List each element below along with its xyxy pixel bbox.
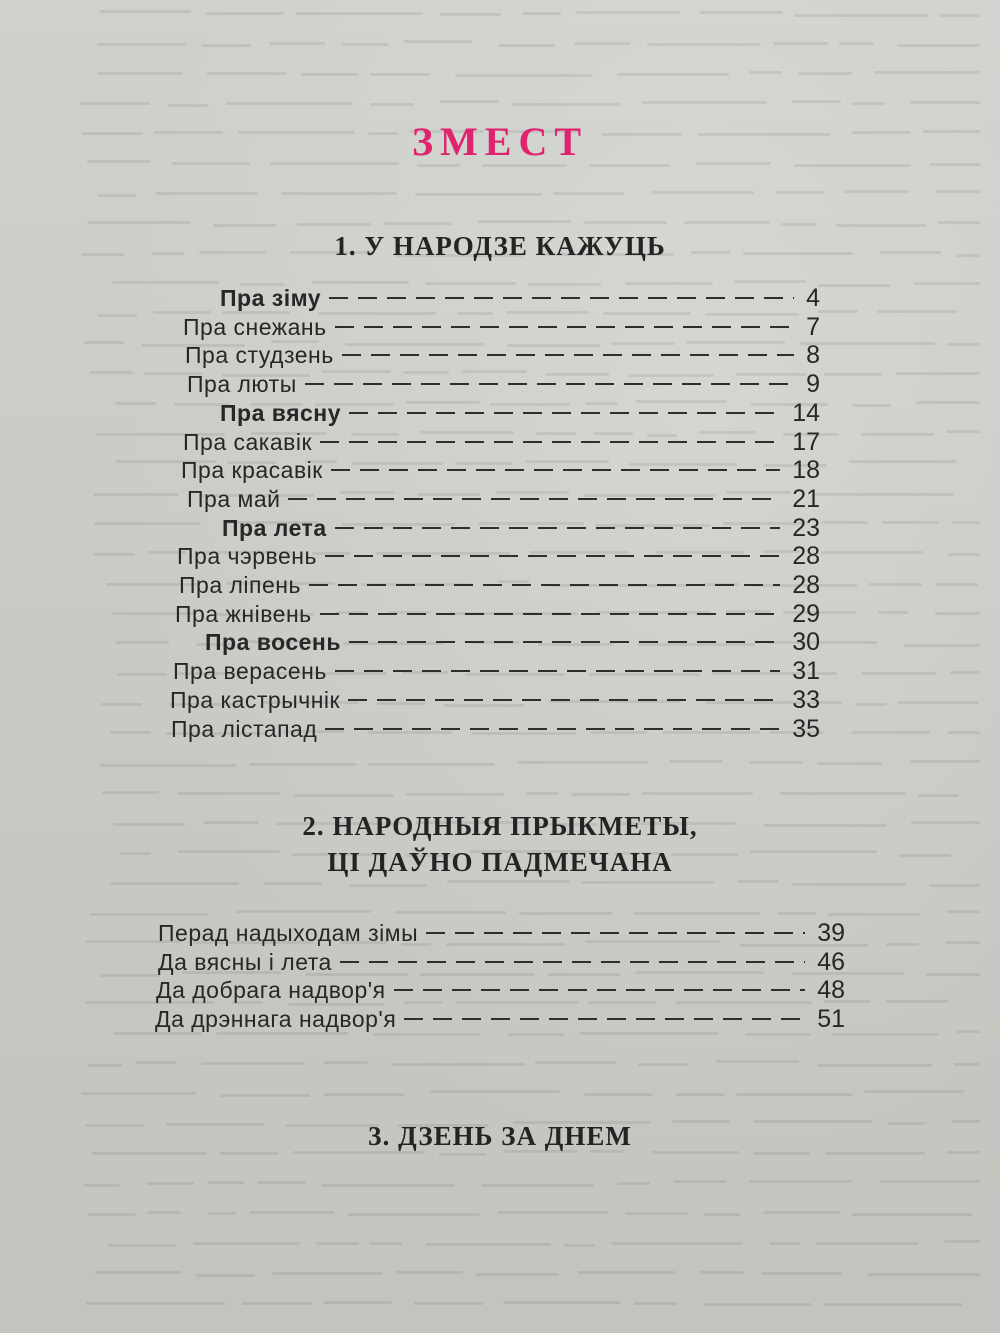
toc-leader-dashes <box>349 412 780 414</box>
section-1-heading-line: 1. У НАРОДЗЕ КАЖУЦЬ <box>334 231 666 261</box>
toc-leader-dashes <box>426 932 805 934</box>
bleed-through-line <box>392 1063 525 1066</box>
bleed-through-line <box>634 1302 677 1305</box>
bleed-through-line <box>341 43 388 46</box>
toc-leader-dashes <box>329 297 794 299</box>
toc-title: ЗМЕСТ <box>411 119 589 164</box>
toc-entry-page-number: 31 <box>792 657 820 686</box>
bleed-through-line <box>798 72 852 75</box>
bleed-through-line <box>414 1302 483 1305</box>
bleed-through-line <box>781 223 818 226</box>
bleed-through-line <box>147 1182 194 1185</box>
bleed-through-line <box>749 71 782 74</box>
bleed-through-line <box>738 880 779 883</box>
toc-entry-page-number: 39 <box>817 919 845 947</box>
toc-leader-dashes <box>331 469 780 471</box>
bleed-through-line <box>816 1242 918 1245</box>
toc-entry-label: Перад надыходам зімы <box>158 920 419 946</box>
toc-entry-page-number: 35 <box>792 714 820 743</box>
bleed-through-line <box>704 1303 811 1306</box>
toc-entry-page-number: 28 <box>792 542 820 571</box>
bleed-through-line <box>396 1271 462 1274</box>
bleed-through-line <box>93 493 179 496</box>
bleed-through-line <box>885 1000 949 1003</box>
bleed-through-line <box>384 222 452 225</box>
bleed-through-line <box>844 190 909 193</box>
bleed-through-line <box>940 14 980 17</box>
bleed-through-line <box>316 1242 359 1245</box>
bleed-through-line <box>369 1242 402 1245</box>
bleed-through-line <box>929 884 980 887</box>
bleed-through-line <box>669 760 724 763</box>
bleed-through-line <box>207 1212 237 1215</box>
bleed-through-line <box>817 1064 932 1067</box>
bleed-through-line <box>526 792 559 795</box>
bleed-through-line <box>877 310 957 313</box>
bleed-through-line <box>207 72 287 75</box>
toc-leader-dashes <box>394 989 806 991</box>
toc-entry-page-number: 14 <box>792 398 820 427</box>
bleed-through-line <box>395 911 507 914</box>
bleed-through-line <box>499 44 555 47</box>
section-3-heading <box>0 1118 1000 1154</box>
bleed-through-line <box>584 221 667 224</box>
toc-entry-page-number: 28 <box>792 571 820 599</box>
bleed-through-line <box>914 282 980 285</box>
bleed-through-line <box>638 1063 689 1066</box>
bleed-through-line <box>674 1180 725 1183</box>
bleed-through-line <box>904 644 980 647</box>
section-2-heading-line-1: 2. НАРОДНЫЯ ПРЫКМЕТЫ, <box>302 811 698 841</box>
bleed-through-line <box>947 343 980 346</box>
bleed-through-line <box>415 193 542 196</box>
bleed-through-line <box>824 373 882 376</box>
toc-entry <box>220 283 820 313</box>
toc-entry <box>185 340 820 370</box>
bleed-through-line <box>700 11 784 14</box>
toc-entry-page-number: 33 <box>792 685 820 714</box>
toc-entry-label: Пра студзень <box>185 342 334 369</box>
bleed-through-line <box>856 703 888 706</box>
bleed-through-line <box>574 42 630 45</box>
bleed-through-line <box>107 1244 177 1247</box>
bleed-through-line <box>117 673 167 676</box>
toc-entry-label: Да дрэннага надвор'я <box>155 1005 397 1032</box>
bleed-through-line <box>822 521 868 524</box>
bleed-through-line <box>780 792 907 795</box>
bleed-through-line <box>249 763 357 766</box>
bleed-through-line <box>95 1271 181 1274</box>
bleed-through-line <box>296 12 423 15</box>
bleed-through-line <box>519 912 613 915</box>
toc-entry-label: Пра кастрычнік <box>170 686 341 713</box>
toc-entry-label: Да вясны і лета <box>158 948 332 975</box>
section-2-heading <box>0 808 1000 880</box>
toc-entry <box>170 685 820 715</box>
bleed-through-line <box>115 402 157 405</box>
toc-entry-label: Пра чэрвень <box>177 543 317 570</box>
bleed-through-line <box>944 1240 980 1243</box>
bleed-through-line <box>100 974 159 977</box>
bleed-through-line <box>99 764 237 767</box>
toc-entry <box>187 369 820 399</box>
bleed-through-line <box>571 793 629 796</box>
bleed-through-line <box>763 1211 841 1214</box>
bleed-through-line <box>827 913 921 916</box>
bleed-through-line <box>301 73 357 76</box>
toc-entry-page-number: 9 <box>806 370 820 399</box>
bleed-through-line <box>475 1273 559 1276</box>
bleed-through-line <box>581 881 714 884</box>
bleed-through-line <box>147 1211 180 1214</box>
bleed-through-line <box>196 1274 254 1277</box>
bleed-through-line <box>776 191 825 194</box>
toc-leader-dashes <box>335 670 780 672</box>
bleed-through-line <box>94 553 136 556</box>
bleed-through-line <box>264 882 322 885</box>
toc-entry-page-number: 29 <box>792 599 820 628</box>
bleed-through-line <box>956 1030 980 1033</box>
bleed-through-line <box>440 100 499 103</box>
toc-entry-label: Пра лета <box>222 514 327 541</box>
bleed-through-line <box>839 42 874 45</box>
toc-entry-page-number: 17 <box>792 427 820 456</box>
toc-leader-dashes <box>349 641 780 643</box>
toc-entry <box>156 975 845 1005</box>
bleed-through-line <box>297 223 370 226</box>
toc-leader-dashes <box>325 728 780 730</box>
bleed-through-line <box>625 1212 688 1215</box>
toc-leader-dashes <box>340 961 805 963</box>
bleed-through-line <box>478 220 571 223</box>
toc-leader-dashes <box>404 1018 805 1020</box>
bleed-through-line <box>950 671 980 674</box>
bleed-through-line <box>815 493 953 496</box>
bleed-through-line <box>770 1242 800 1245</box>
bleed-through-line <box>102 791 159 794</box>
toc-entry <box>187 484 820 514</box>
bleed-through-line <box>553 192 624 195</box>
bleed-through-line <box>716 1060 799 1063</box>
bleed-through-line <box>946 430 980 433</box>
bleed-through-line <box>792 100 841 103</box>
bleed-through-line <box>518 761 649 764</box>
toc-entry-page-number: 7 <box>806 312 820 341</box>
bleed-through-line <box>220 1094 310 1097</box>
bleed-through-line <box>762 1272 841 1275</box>
bleed-through-line <box>700 1271 745 1274</box>
toc-entry-label: Пра зіму <box>220 285 322 311</box>
bleed-through-line <box>916 401 980 404</box>
bleed-through-line <box>824 1303 962 1306</box>
toc-entry-page-number: 23 <box>792 513 820 542</box>
bleed-through-line <box>193 1242 300 1245</box>
bleed-through-line <box>83 1184 119 1187</box>
bleed-through-line <box>293 794 394 797</box>
toc-entry-label: Пра ліпень <box>179 572 301 598</box>
bleed-through-line <box>156 192 258 195</box>
bleed-through-line <box>482 1184 594 1187</box>
bleed-through-line <box>101 703 142 706</box>
section-3-heading-line: 3. ДЗЕНЬ ЗА ДНЕМ <box>368 1121 632 1151</box>
bleed-through-line <box>777 912 816 915</box>
bleed-through-line <box>110 731 151 734</box>
toc-entry <box>220 398 820 428</box>
bleed-through-line <box>684 221 770 224</box>
bleed-through-line <box>817 762 883 765</box>
bleed-through-line <box>851 731 930 734</box>
bleed-through-line <box>242 1302 312 1305</box>
bleed-through-line <box>792 883 907 886</box>
bleed-through-line <box>861 672 937 675</box>
toc-entry <box>205 627 820 657</box>
toc-entry-label: Да добрага надвор'я <box>156 977 386 1003</box>
bleed-through-line <box>440 13 501 16</box>
toc-entry-page-number: 18 <box>792 456 820 485</box>
bleed-through-line <box>90 371 133 374</box>
bleed-through-line <box>749 761 804 764</box>
bleed-through-line <box>952 521 980 524</box>
bleed-through-line <box>898 701 980 704</box>
toc-entry <box>183 312 820 342</box>
bleed-through-line <box>936 190 980 193</box>
bleed-through-line <box>373 1033 481 1036</box>
toc-leader-dashes <box>320 613 781 615</box>
bleed-through-line <box>642 792 753 795</box>
bleed-through-line <box>348 1213 481 1216</box>
bleed-through-line <box>880 1180 980 1183</box>
bleed-through-line <box>512 103 620 106</box>
bleed-through-line <box>135 1061 177 1064</box>
bleed-through-line <box>869 583 922 586</box>
bleed-through-line <box>773 42 828 45</box>
bleed-through-line <box>80 102 150 105</box>
toc-leader-dashes <box>335 326 794 328</box>
toc-entry <box>183 427 820 457</box>
bleed-through-line <box>945 941 980 944</box>
toc-entry <box>222 513 820 543</box>
toc-entry-label: Пра вясну <box>220 399 341 426</box>
bleed-through-line <box>112 281 220 284</box>
bleed-through-line <box>370 73 430 76</box>
bleed-through-line <box>97 43 188 46</box>
bleed-through-line <box>503 1301 622 1304</box>
toc-entry <box>179 570 820 600</box>
toc-entry <box>171 714 820 744</box>
section-1-heading <box>0 228 1000 264</box>
toc-entry <box>177 541 820 571</box>
bleed-through-line <box>213 224 277 227</box>
bleed-through-line <box>94 522 201 525</box>
bleed-through-line <box>206 12 285 15</box>
bleed-through-line <box>81 1092 196 1095</box>
bleed-through-line <box>800 342 934 345</box>
toc-entry <box>155 1004 845 1034</box>
bleed-through-line <box>818 284 890 287</box>
bleed-through-line <box>749 1180 852 1183</box>
bleed-through-line <box>281 192 397 195</box>
toc-entry <box>181 455 820 485</box>
toc-entry-label: Пра жнівень <box>175 600 312 627</box>
bleed-through-line <box>202 44 251 47</box>
bleed-through-line <box>236 910 371 913</box>
toc-entry-label: Пра май <box>187 485 281 512</box>
bleed-through-line <box>98 194 136 197</box>
bleed-through-line <box>938 221 980 224</box>
bleed-through-line <box>676 1093 725 1096</box>
bleed-through-line <box>84 341 124 344</box>
bleed-through-line <box>86 1302 225 1305</box>
bleed-through-line <box>250 1211 335 1214</box>
toc-entry-label: Пра верасень <box>173 658 327 685</box>
bleed-through-line <box>269 42 325 45</box>
bleed-through-line <box>272 1272 382 1275</box>
bleed-through-line <box>947 910 980 913</box>
bleed-through-line <box>447 880 570 883</box>
toc-entry-page-number: 8 <box>806 341 820 370</box>
bleed-through-line <box>852 404 891 407</box>
bleed-through-line <box>918 794 959 797</box>
bleed-through-line <box>426 1243 551 1246</box>
bleed-through-line <box>208 1181 244 1184</box>
toc-entry-label: Пра восень <box>205 629 341 656</box>
bleed-through-line <box>896 372 980 375</box>
toc-leader-dashes <box>288 498 780 500</box>
bleed-through-line <box>954 1063 980 1066</box>
bleed-through-line <box>178 792 280 795</box>
bleed-through-line <box>617 73 729 76</box>
bleed-through-line <box>90 913 209 916</box>
toc-entry-page-number: 51 <box>817 1004 845 1033</box>
section-2-heading-line-2: ЦІ ДАЎНО ПАДМЕЧАНА <box>327 847 673 877</box>
toc-entry-page-number: 21 <box>792 484 820 513</box>
bleed-through-line <box>406 793 505 796</box>
bleed-through-line <box>886 943 918 946</box>
bleed-through-line <box>578 1271 676 1274</box>
toc-entry-label: Пра снежань <box>183 313 327 340</box>
bleed-through-line <box>948 731 980 734</box>
bleed-through-line <box>897 44 980 47</box>
bleed-through-line <box>321 1184 454 1187</box>
bleed-through-line <box>818 310 858 313</box>
toc-entry-page-number: 48 <box>817 976 845 1004</box>
bleed-through-line <box>370 103 414 106</box>
bleed-through-line <box>948 553 980 556</box>
toc-leader-dashes <box>320 441 780 443</box>
toc-leader-dashes <box>342 354 794 356</box>
bleed-through-line <box>910 101 980 104</box>
bleed-through-line <box>98 72 183 75</box>
toc-entry <box>158 918 845 948</box>
bleed-through-line <box>115 641 169 644</box>
bleed-through-line <box>404 40 473 43</box>
toc-leader-dashes <box>305 383 794 385</box>
bleed-through-line <box>429 1090 560 1093</box>
bleed-through-line <box>878 611 908 614</box>
bleed-through-line <box>836 224 927 227</box>
bleed-through-line <box>523 12 561 15</box>
toc-entry-page-number: 46 <box>817 947 845 976</box>
bleed-through-line <box>647 43 760 46</box>
bleed-through-line <box>642 101 768 104</box>
bleed-through-line <box>617 1182 650 1185</box>
toc-entry <box>173 656 820 686</box>
bleed-through-line <box>368 763 495 766</box>
toc-entry-label: Пра красавік <box>181 457 323 484</box>
bleed-through-line <box>576 11 680 14</box>
bleed-through-line <box>109 882 239 885</box>
toc-entry <box>175 599 820 629</box>
bleed-through-line <box>925 973 980 976</box>
bleed-through-line <box>563 1244 595 1247</box>
bleed-through-line <box>794 14 927 17</box>
bleed-through-line <box>323 1061 368 1064</box>
toc-entry-label: Пра лістапад <box>171 715 318 742</box>
bleed-through-line <box>350 884 427 887</box>
bleed-through-line <box>98 314 137 317</box>
bleed-through-line <box>168 104 208 107</box>
bleed-through-line <box>864 1090 964 1093</box>
bleed-through-line <box>498 1211 608 1214</box>
bleed-through-line <box>201 1062 304 1065</box>
bleed-through-line <box>736 1093 854 1096</box>
bleed-through-line <box>611 1242 743 1245</box>
bleed-through-line <box>935 583 978 586</box>
bleed-through-line <box>652 191 754 194</box>
bleed-through-line <box>226 102 352 105</box>
bleed-through-line <box>633 912 761 915</box>
bleed-through-line <box>852 102 884 105</box>
bleed-through-line <box>703 1213 740 1216</box>
bleed-through-line <box>257 1181 307 1184</box>
bleed-through-line <box>584 1093 653 1096</box>
toc-leader-dashes <box>325 555 780 557</box>
toc-entry-label: Пра сакавік <box>183 428 313 455</box>
toc-leader-dashes <box>309 584 780 586</box>
bleed-through-line <box>100 10 192 13</box>
bleed-through-line <box>867 1273 980 1276</box>
bleed-through-line <box>87 221 189 224</box>
toc-entry-label: Пра люты <box>187 371 297 398</box>
bleed-through-line <box>821 551 923 554</box>
toc-entry-page-number: 30 <box>792 628 820 657</box>
toc-leader-dashes <box>335 527 781 529</box>
bleed-through-line <box>324 1301 392 1304</box>
bleed-through-line <box>535 1061 618 1064</box>
bleed-through-line <box>87 1064 123 1067</box>
bleed-through-line <box>324 1093 404 1096</box>
bleed-through-line <box>849 460 956 463</box>
bleed-through-line <box>852 1213 974 1216</box>
toc-leader-dashes <box>348 699 780 701</box>
bleed-through-line <box>935 612 980 615</box>
toc-entry <box>158 947 845 977</box>
bleed-through-line <box>831 1033 938 1036</box>
bleed-through-line <box>455 74 592 77</box>
toc-entry-page-number: 4 <box>806 284 820 312</box>
bleed-through-line <box>882 521 939 524</box>
bleed-through-line <box>861 433 935 436</box>
bleed-through-line <box>874 71 980 74</box>
bleed-through-line <box>910 760 980 763</box>
bleed-through-line <box>87 1213 136 1216</box>
